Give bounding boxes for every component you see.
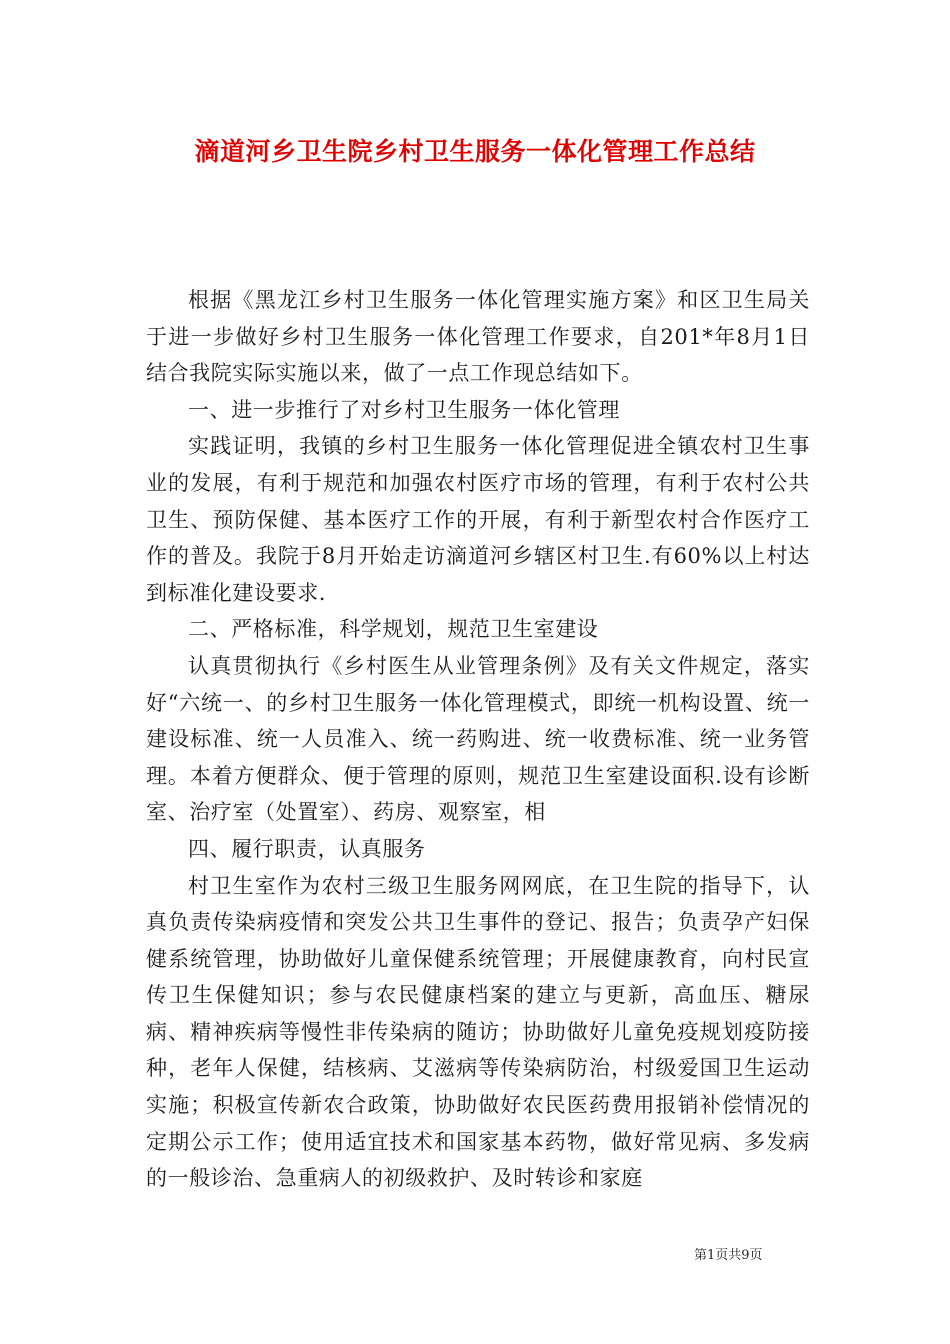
section-4-paragraph: 村卫生室作为农村三级卫生服务网网底，在卫生院的指导下，认真负责传染病疫情和突发公共卫生事件的登记、报告；负责孕产妇保健系统管理，协助做好儿童保健系统管理；开展健康教育，向村民宣传卫生保健知识；参与农民健康档案的建立与更新，高血压、糖尿病、精神疾病等慢性非传染病的随访；协助做好儿童免疫规划疫防接种，老年人保健，结核病、艾滋病等传染病防治，村级爱国卫生运动实施；积极宣传新农合政策，协助做好农民医药费用报销补偿情况的定期公示工作；使用适宜技术和国家基本药物，做好常见病、多发病的一般诊治、急重病人的初级救护、及时转诊和家庭 bbox=[146, 873, 810, 1191]
section-2-paragraph: 认真贯彻执行《乡村医生从业管理条例》及有关文件规定，落实好“六统一、的乡村卫生服务一体化管理模式，即统一机构设置、统一建设标准、统一人员准入、统一药购进、统一收费标准、统一业务管理。本着方便群众、便于管理的原则，规范卫生室建设面积.设有诊断室、治疗室（处置室）、药房、观察室，相 bbox=[146, 653, 810, 825]
section-heading-1: 一、进一步推行了对乡村卫生服务一体化管理 bbox=[188, 397, 620, 422]
section-heading-4: 四、履行职责，认真服务 bbox=[188, 836, 426, 861]
section-heading-2: 二、严格标准，科学规划，规范卫生室建设 bbox=[188, 617, 599, 642]
section-1-paragraph: 实践证明，我镇的乡村卫生服务一体化管理促进全镇农村卫生事业的发展，有利于规范和加强农村医疗市场的管理，有利于农村公共卫生、预防保健、基本医疗工作的开展，有利于新型农村合作医疗工作的普及。我院于8月开始走访滴道河乡辖区村卫生.有60%以上村达到标准化建设要求. bbox=[146, 434, 810, 605]
page-number-footer: 第1页共9页 bbox=[694, 1248, 763, 1263]
document-title: 滴道河乡卫生院乡村卫生服务一体化管理工作总结 bbox=[194, 137, 756, 166]
document-body bbox=[146, 282, 810, 1197]
intro-paragraph: 根据《黑龙江乡村卫生服务一体化管理实施方案》和区卫生局关于进一步做好乡村卫生服务一体化管理工作要求，自201*年8月1日结合我院实际实施以来，做了一点工作现总结如下。 bbox=[146, 288, 810, 386]
